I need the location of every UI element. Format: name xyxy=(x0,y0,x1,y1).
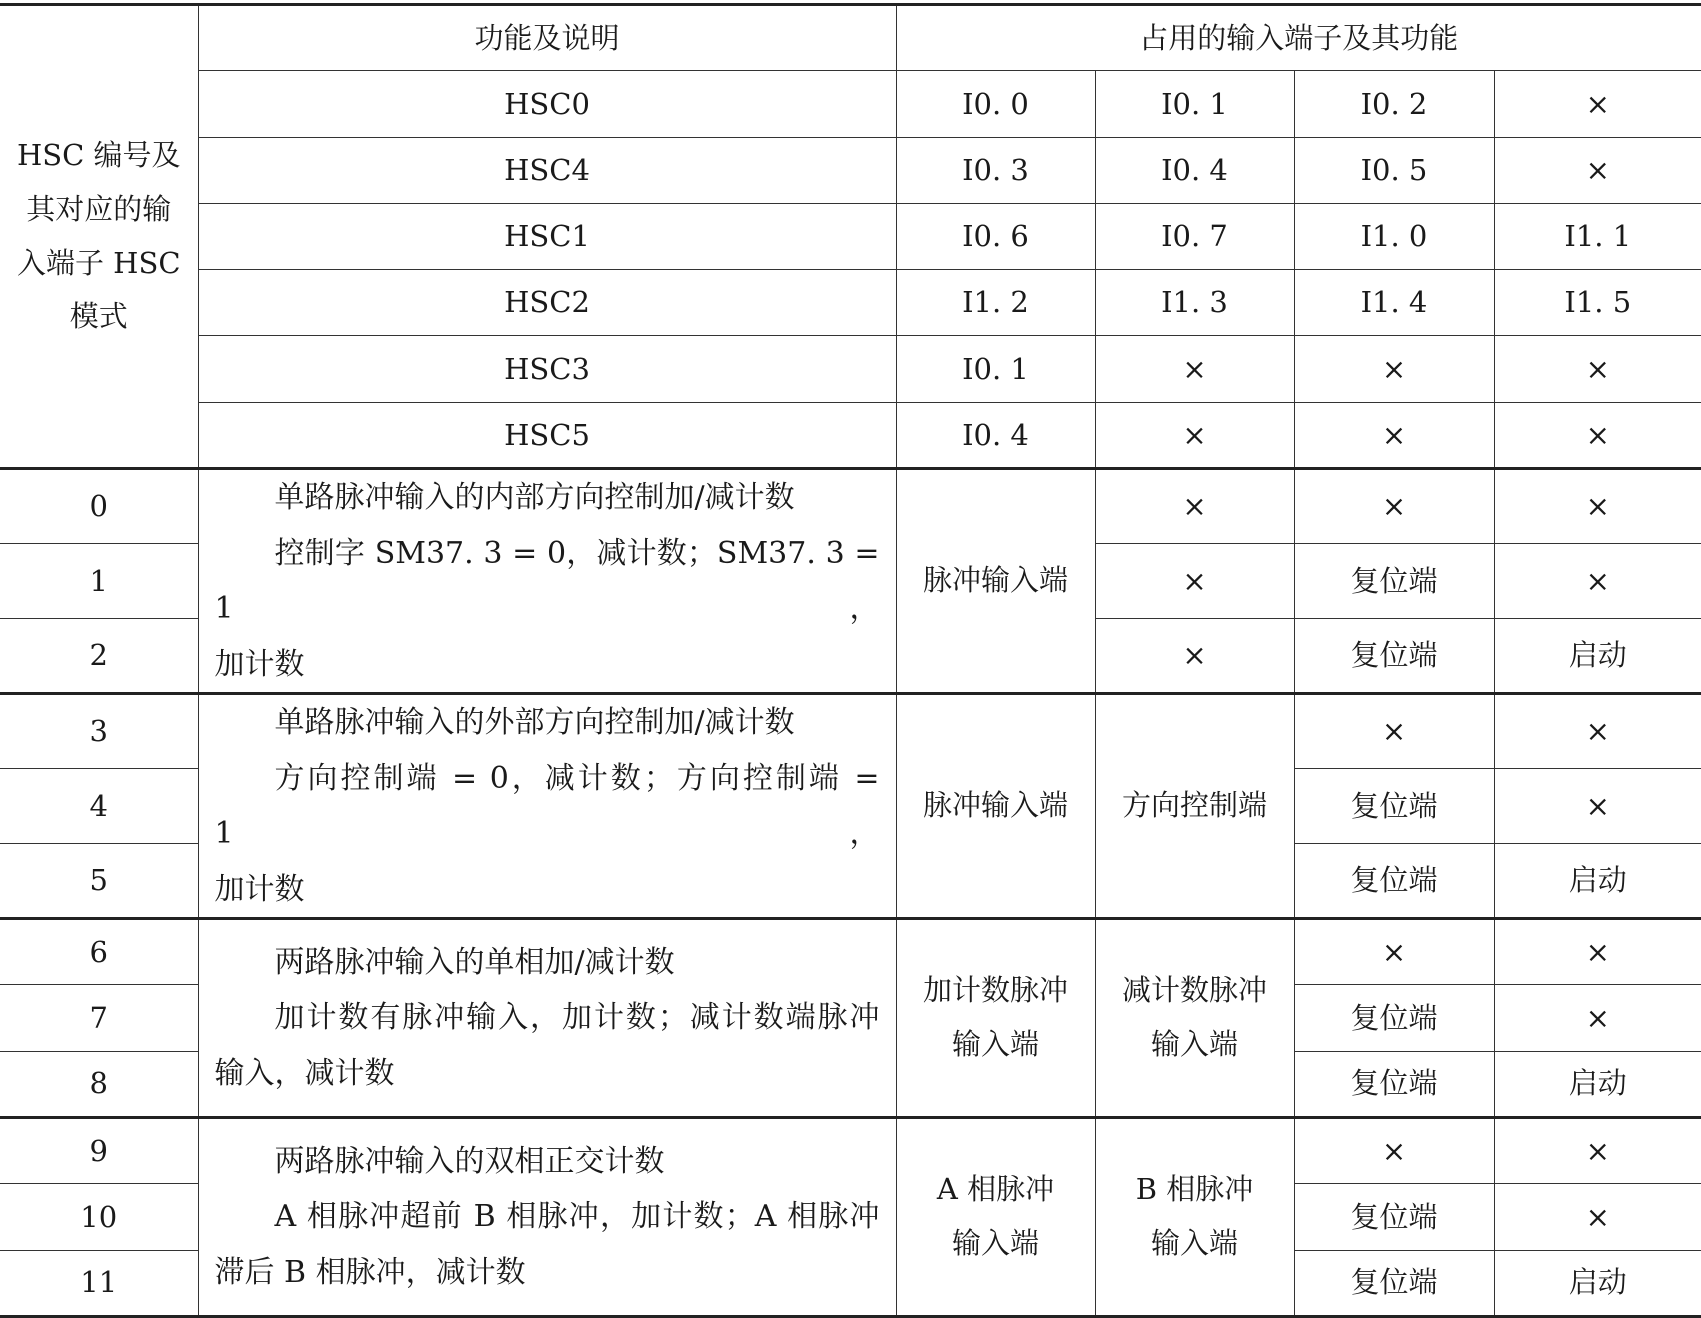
input-function: × xyxy=(1095,619,1294,694)
input-function-line: 减计数脉冲 xyxy=(1121,973,1267,1008)
hsc-input: × xyxy=(1095,336,1294,402)
hsc-input: × xyxy=(1494,402,1701,468)
input-function xyxy=(896,1117,1095,1316)
hsc-input: I0. 0 xyxy=(896,71,1095,137)
hsc-input: I0. 1 xyxy=(896,336,1095,402)
input-function: × xyxy=(1095,544,1294,619)
hsc-name: HSC0 xyxy=(198,71,896,137)
input-function: × xyxy=(1294,919,1494,985)
hsc-row xyxy=(0,270,1701,336)
mode-row xyxy=(0,694,1701,769)
mode-row xyxy=(0,469,1701,544)
input-function: × xyxy=(1494,985,1701,1051)
input-function-line: B 相脉冲 xyxy=(1135,1172,1254,1207)
hsc-input: I1. 3 xyxy=(1095,270,1294,336)
input-function-line: 脉冲输入端 xyxy=(922,563,1068,598)
input-function: 复位端 xyxy=(1294,544,1494,619)
input-function: × xyxy=(1494,769,1701,844)
desc-line: 两路脉冲输入的双相正交计数 xyxy=(274,1143,665,1179)
hsc-input: × xyxy=(1294,336,1494,402)
hsc-input: I1. 1 xyxy=(1494,203,1701,269)
hsc-name: HSC3 xyxy=(198,336,896,402)
input-function: 复位端 xyxy=(1294,619,1494,694)
desc-line: 方向控制端 = 0，减计数；方向控制端 = 1， xyxy=(214,760,880,852)
input-function: 复位端 xyxy=(1294,844,1494,919)
hsc-input: I0. 4 xyxy=(896,402,1095,468)
input-function: 复位端 xyxy=(1294,985,1494,1051)
hsc-input: I0. 4 xyxy=(1095,137,1294,203)
input-function: 复位端 xyxy=(1294,1051,1494,1117)
header-inputs: 占用的输入端子及其功能 xyxy=(896,5,1701,71)
input-function-line: 加计数脉冲 xyxy=(922,973,1068,1008)
mode-number: 4 xyxy=(0,769,198,844)
input-function xyxy=(1095,694,1294,919)
input-function-line: 输入端 xyxy=(951,1027,1039,1062)
desc-line: 控制字 SM37. 3 = 0，减计数；SM37. 3 = 1， xyxy=(214,535,880,627)
header-left-line: 入端子 HSC xyxy=(16,245,181,280)
mode-description xyxy=(198,1117,896,1316)
desc-line: 两路脉冲输入的单相加/减计数 xyxy=(274,944,675,980)
hsc-input: I1. 5 xyxy=(1494,270,1701,336)
mode-description xyxy=(198,469,896,694)
input-function xyxy=(1095,1117,1294,1316)
desc-line: 加计数 xyxy=(214,646,305,682)
mode-number: 6 xyxy=(0,919,198,985)
hsc-input: I0. 2 xyxy=(1294,71,1494,137)
input-function-line: 脉冲输入端 xyxy=(922,788,1068,823)
hsc-input: × xyxy=(1494,137,1701,203)
mode-row xyxy=(0,1117,1701,1183)
hsc-row xyxy=(0,203,1701,269)
input-function: × xyxy=(1494,919,1701,985)
hsc-input: I0. 7 xyxy=(1095,203,1294,269)
hsc-name: HSC5 xyxy=(198,402,896,468)
hsc-name: HSC4 xyxy=(198,137,896,203)
input-function: 启动 xyxy=(1494,1250,1701,1316)
mode-number: 8 xyxy=(0,1051,198,1117)
input-function: 复位端 xyxy=(1294,1184,1494,1250)
hsc-input: I1. 0 xyxy=(1294,203,1494,269)
hsc-input: × xyxy=(1494,71,1701,137)
desc-line: 单路脉冲输入的内部方向控制加/减计数 xyxy=(274,480,795,516)
mode-number: 3 xyxy=(0,694,198,769)
desc-line: 单路脉冲输入的外部方向控制加/减计数 xyxy=(274,705,795,741)
hsc-input: I0. 6 xyxy=(896,203,1095,269)
input-function xyxy=(1095,919,1294,1118)
mode-number: 9 xyxy=(0,1117,198,1183)
input-function: × xyxy=(1494,544,1701,619)
input-function: × xyxy=(1494,1117,1701,1183)
input-function xyxy=(896,919,1095,1118)
hsc-input: × xyxy=(1294,402,1494,468)
input-function: × xyxy=(1294,694,1494,769)
input-function-line: 方向控制端 xyxy=(1121,788,1267,823)
hsc-input: I0. 5 xyxy=(1294,137,1494,203)
desc-line: 输入，减计数 xyxy=(214,1055,395,1091)
desc-line: 滞后 B 相脉冲，减计数 xyxy=(214,1254,526,1290)
input-function-line: A 相脉冲 xyxy=(936,1172,1055,1207)
desc-line: 加计数有脉冲输入，加计数；减计数端脉冲 xyxy=(274,1000,880,1036)
input-function-line: 输入端 xyxy=(951,1225,1039,1260)
header-left-line: HSC 编号及 xyxy=(16,138,181,173)
mode-description xyxy=(198,919,896,1118)
desc-line: A 相脉冲超前 B 相脉冲，加计数；A 相脉冲 xyxy=(274,1199,880,1235)
mode-number: 0 xyxy=(0,469,198,544)
input-function: × xyxy=(1494,469,1701,544)
input-function xyxy=(896,694,1095,919)
hsc-row xyxy=(0,402,1701,468)
hsc-input: I1. 2 xyxy=(896,270,1095,336)
header-hsc-number-mode xyxy=(0,5,198,469)
mode-number: 7 xyxy=(0,985,198,1051)
header-left-line: 模式 xyxy=(69,299,128,334)
hsc-row xyxy=(0,71,1701,137)
input-function: × xyxy=(1095,469,1294,544)
input-function: 启动 xyxy=(1494,1051,1701,1117)
hsc-mode-table xyxy=(0,3,1701,1318)
input-function xyxy=(896,469,1095,694)
mode-row xyxy=(0,919,1701,985)
mode-number: 2 xyxy=(0,619,198,694)
input-function-line: 输入端 xyxy=(1150,1225,1238,1260)
hsc-row xyxy=(0,336,1701,402)
hsc-name: HSC1 xyxy=(198,203,896,269)
mode-description xyxy=(198,694,896,919)
mode-number: 10 xyxy=(0,1184,198,1250)
mode-number: 11 xyxy=(0,1250,198,1316)
input-function: 启动 xyxy=(1494,619,1701,694)
hsc-name: HSC2 xyxy=(198,270,896,336)
hsc-input: I0. 1 xyxy=(1095,71,1294,137)
hsc-row xyxy=(0,137,1701,203)
input-function: 启动 xyxy=(1494,844,1701,919)
input-function-line: 输入端 xyxy=(1150,1027,1238,1062)
input-function: 复位端 xyxy=(1294,769,1494,844)
header-left-line: 其对应的输 xyxy=(26,191,172,226)
desc-line: 加计数 xyxy=(214,871,305,907)
input-function: × xyxy=(1294,1117,1494,1183)
input-function: × xyxy=(1494,1184,1701,1250)
hsc-input: × xyxy=(1095,402,1294,468)
hsc-input: I1. 4 xyxy=(1294,270,1494,336)
input-function: 复位端 xyxy=(1294,1250,1494,1316)
header-function: 功能及说明 xyxy=(198,5,896,71)
header-row xyxy=(0,5,1701,71)
input-function: × xyxy=(1494,694,1701,769)
hsc-input: I0. 3 xyxy=(896,137,1095,203)
input-function: × xyxy=(1294,469,1494,544)
mode-number: 5 xyxy=(0,844,198,919)
mode-number: 1 xyxy=(0,544,198,619)
hsc-input: × xyxy=(1494,336,1701,402)
